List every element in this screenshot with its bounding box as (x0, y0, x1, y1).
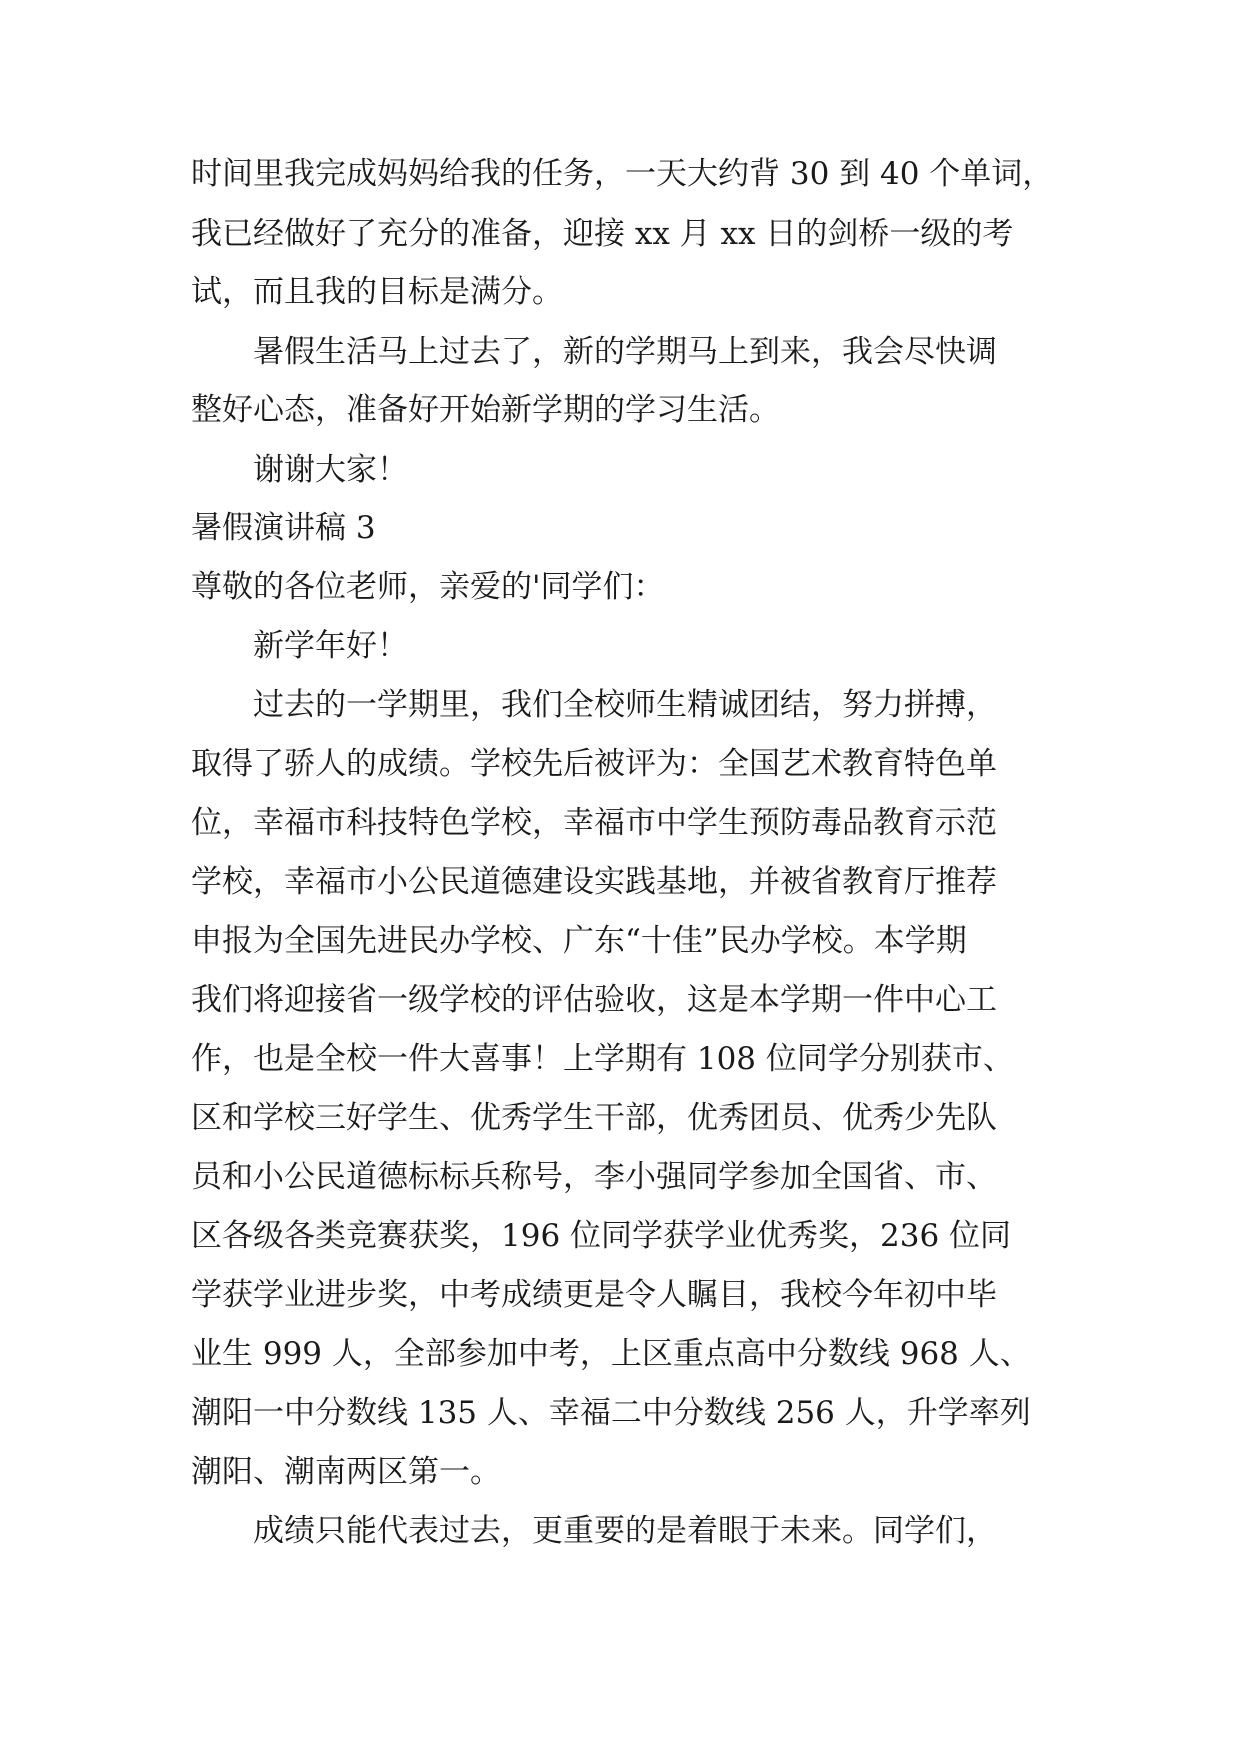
text-line: 取得了骄人的成绩。学校先后被评为：全国艺术教育特色单 (191, 746, 997, 782)
text-line: 我已经做好了充分的准备，迎接 xx 月 xx 日的剑桥一级的考 (191, 216, 1014, 252)
text-line: 新学年好！ (253, 628, 408, 664)
text-line: 学获学业进步奖，中考成绩更是令人瞩目，我校今年初中毕 (191, 1277, 997, 1313)
text-line: 成绩只能代表过去，更重要的是着眼于未来。同学们， (253, 1513, 997, 1549)
text-line: 潮阳、潮南两区第一。 (191, 1454, 501, 1490)
text-line: 整好心态，准备好开始新学期的学习生活。 (191, 392, 780, 428)
text-line: 谢谢大家！ (253, 452, 408, 488)
text-line: 过去的一学期里，我们全校师生精诚团结，努力拼搏， (253, 687, 997, 723)
text-line: 我们将迎接省一级学校的评估验收，这是本学期一件中心工 (191, 982, 997, 1018)
section-heading: 暑假演讲稿 3 (191, 510, 376, 546)
text-line: 潮阳一中分数线 135 人、幸福二中分数线 256 人，升学率列 (191, 1395, 1031, 1431)
text-line: 作，也是全校一件大喜事！上学期有 108 位同学分别获市、 (191, 1041, 1014, 1077)
text-line: 时间里我完成妈妈给我的任务，一天大约背 30 到 40 个单词， (191, 156, 1054, 192)
salutation: 尊敬的各位老师，亲爱的'同学们： (191, 569, 665, 605)
text-line: 位，幸福市科技特色学校，幸福市中学生预防毒品教育示范 (191, 805, 997, 841)
text-line: 学校，幸福市小公民道德建设实践基地，并被省教育厅推荐 (191, 864, 997, 900)
text-line: 试，而且我的目标是满分。 (191, 274, 563, 310)
text-line: 区各级各类竞赛获奖，196 位同学获学业优秀奖，236 位同 (191, 1218, 1012, 1254)
text-line: 暑假生活马上过去了，新的学期马上到来，我会尽快调 (253, 334, 997, 370)
text-line: 员和小公民道德标标兵称号，李小强同学参加全国省、市、 (191, 1159, 997, 1195)
text-line: 业生 999 人，全部参加中考，上区重点高中分数线 968 人、 (191, 1336, 1031, 1372)
text-line: 区和学校三好学生、优秀学生干部，优秀团员、优秀少先队 (191, 1100, 997, 1136)
text-line: 申报为全国先进民办学校、广东“十佳”民办学校。本学期 (191, 923, 967, 959)
